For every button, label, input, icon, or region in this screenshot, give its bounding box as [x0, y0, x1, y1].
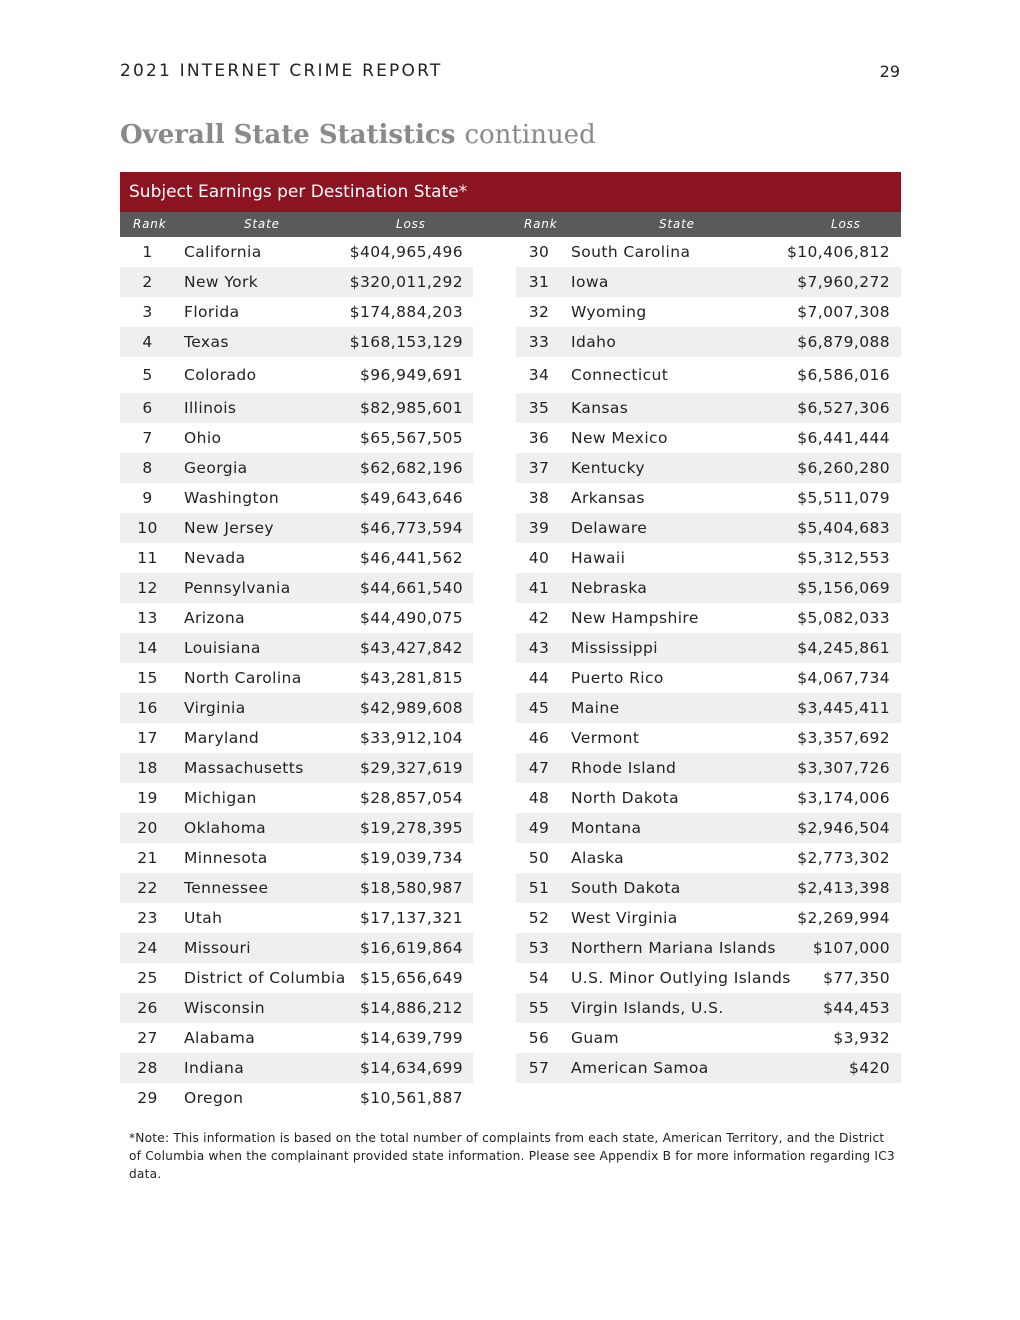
cell-state: Florida [184, 303, 240, 321]
cell-loss: $43,281,815 [359, 669, 463, 687]
cell-state: Nebraska [571, 579, 648, 597]
cell-loss: $16,619,864 [359, 939, 463, 957]
table-row [120, 783, 473, 813]
table-row [120, 663, 473, 693]
table-row [516, 1023, 901, 1053]
cell-rank: 47 [528, 759, 550, 777]
cell-state: Texas [184, 333, 229, 351]
table-row [516, 813, 901, 843]
cell-rank: 52 [528, 909, 550, 927]
table-row [516, 543, 901, 573]
state-earnings-table [120, 172, 901, 1117]
table-row [120, 483, 473, 513]
table-row [120, 357, 473, 393]
table-row [516, 933, 901, 963]
cell-loss: $10,561,887 [359, 1089, 463, 1107]
table-column-right [516, 237, 901, 1083]
cell-loss: $5,082,033 [797, 609, 890, 627]
table-row [120, 393, 473, 423]
cell-rank: 50 [528, 849, 550, 867]
col-header-state-right: State [659, 217, 695, 231]
cell-state: Idaho [571, 333, 617, 351]
cell-rank: 53 [528, 939, 550, 957]
table-row [120, 903, 473, 933]
cell-rank: 19 [137, 789, 158, 807]
cell-state: Oregon [184, 1089, 244, 1107]
cell-rank: 46 [528, 729, 550, 747]
cell-loss: $2,413,398 [797, 879, 890, 897]
cell-state: South Dakota [571, 879, 681, 897]
table-row [516, 513, 901, 543]
cell-state: Arizona [184, 609, 246, 627]
cell-loss: $3,445,411 [797, 699, 890, 717]
table-row [516, 873, 901, 903]
cell-loss: $5,511,079 [797, 489, 890, 507]
page-title [120, 120, 596, 150]
cell-loss: $96,949,691 [359, 366, 463, 384]
cell-loss: $19,278,395 [359, 819, 463, 837]
cell-state: Maine [571, 699, 620, 717]
cell-loss: $4,245,861 [797, 639, 890, 657]
cell-loss: $65,567,505 [359, 429, 463, 447]
report-title: 2021 INTERNET CRIME REPORT [120, 61, 443, 81]
table-row [120, 453, 473, 483]
cell-rank: 14 [137, 639, 158, 657]
cell-loss: $320,011,292 [349, 273, 463, 291]
col-header-rank-right: Rank [524, 217, 558, 231]
table-row [516, 693, 901, 723]
cell-loss: $17,137,321 [359, 909, 463, 927]
col-header-loss-left: Loss [396, 217, 426, 231]
cell-rank: 45 [528, 699, 550, 717]
cell-state: Northern Mariana Islands [571, 939, 776, 957]
cell-rank: 6 [142, 399, 153, 417]
cell-rank: 49 [528, 819, 550, 837]
cell-loss: $46,773,594 [359, 519, 463, 537]
cell-rank: 43 [528, 639, 550, 657]
cell-rank: 57 [528, 1059, 550, 1077]
cell-state: Montana [571, 819, 642, 837]
table-row [120, 993, 473, 1023]
cell-loss: $28,857,054 [359, 789, 463, 807]
cell-loss: $33,912,104 [359, 729, 463, 747]
cell-state: Virgin Islands, U.S. [571, 999, 724, 1017]
table-column-left [120, 237, 473, 1113]
cell-state: Tennessee [184, 879, 269, 897]
cell-rank: 32 [528, 303, 550, 321]
cell-rank: 25 [137, 969, 158, 987]
cell-state: Kansas [571, 399, 629, 417]
cell-state: Alabama [184, 1029, 256, 1047]
cell-rank: 20 [137, 819, 158, 837]
cell-rank: 24 [137, 939, 158, 957]
table-row [120, 933, 473, 963]
cell-rank: 29 [137, 1089, 158, 1107]
table-row [516, 423, 901, 453]
cell-state: Delaware [571, 519, 648, 537]
cell-loss: $15,656,649 [359, 969, 463, 987]
cell-state: Nevada [184, 549, 246, 567]
page-number: 29 [879, 62, 900, 81]
cell-rank: 11 [137, 549, 158, 567]
cell-loss: $6,441,444 [797, 429, 890, 447]
table-row [120, 1023, 473, 1053]
cell-rank: 26 [137, 999, 158, 1017]
cell-loss: $49,643,646 [359, 489, 463, 507]
cell-state: New Hampshire [571, 609, 699, 627]
cell-loss: $82,985,601 [359, 399, 463, 417]
cell-state: American Samoa [571, 1059, 709, 1077]
cell-rank: 16 [137, 699, 158, 717]
cell-loss: $10,406,812 [786, 243, 890, 261]
table-row [120, 423, 473, 453]
table-row [516, 237, 901, 267]
table-row [516, 327, 901, 357]
cell-rank: 55 [528, 999, 550, 1017]
cell-state: Vermont [571, 729, 640, 747]
table-row [120, 297, 473, 327]
cell-state: Oklahoma [184, 819, 267, 837]
cell-loss: $14,634,699 [359, 1059, 463, 1077]
cell-state: Pennsylvania [184, 579, 291, 597]
cell-state: Hawaii [571, 549, 626, 567]
cell-loss: $14,886,212 [359, 999, 463, 1017]
cell-rank: 54 [528, 969, 550, 987]
cell-state: Maryland [184, 729, 260, 747]
cell-rank: 17 [137, 729, 158, 747]
cell-state: Kentucky [571, 459, 645, 477]
table-row [516, 993, 901, 1023]
cell-rank: 42 [528, 609, 550, 627]
table-row [120, 543, 473, 573]
cell-state: Missouri [184, 939, 252, 957]
cell-rank: 1 [142, 243, 153, 261]
cell-rank: 30 [528, 243, 550, 261]
cell-state: New Mexico [571, 429, 668, 447]
cell-loss: $19,039,734 [359, 849, 463, 867]
table-row [120, 327, 473, 357]
table-row [120, 603, 473, 633]
cell-rank: 34 [528, 366, 550, 384]
table-row [516, 603, 901, 633]
footnote: *Note: This information is based on the total number of complaints from each state, American Territory, and the District of Columbia when the complainant provided state information. Please see Appendix B for more information regarding IC3 data. [129, 1131, 895, 1181]
cell-loss: $29,327,619 [359, 759, 463, 777]
cell-rank: 5 [142, 366, 153, 384]
cell-state: Michigan [184, 789, 257, 807]
cell-rank: 18 [137, 759, 158, 777]
table-row [120, 633, 473, 663]
table-row [516, 753, 901, 783]
cell-loss: $44,661,540 [359, 579, 463, 597]
cell-loss: $168,153,129 [349, 333, 463, 351]
cell-state: Illinois [184, 399, 237, 417]
table-row [120, 723, 473, 753]
table-row [120, 573, 473, 603]
cell-state: Mississippi [571, 639, 658, 657]
cell-loss: $43,427,842 [359, 639, 463, 657]
cell-loss: $3,174,006 [797, 789, 890, 807]
cell-loss: $5,404,683 [797, 519, 890, 537]
page-title-suffix: continued [464, 120, 596, 150]
table-row [120, 873, 473, 903]
cell-state: New Jersey [184, 519, 274, 537]
cell-loss: $44,490,075 [359, 609, 463, 627]
cell-state: North Dakota [571, 789, 679, 807]
cell-loss: $420 [848, 1059, 890, 1077]
cell-loss: $2,269,994 [797, 909, 890, 927]
cell-state: West Virginia [571, 909, 678, 927]
cell-loss: $62,682,196 [359, 459, 463, 477]
table-column-header [120, 212, 901, 237]
cell-rank: 38 [528, 489, 550, 507]
cell-state: Ohio [184, 429, 222, 447]
table-row [516, 573, 901, 603]
cell-loss: $5,312,553 [797, 549, 890, 567]
cell-rank: 10 [137, 519, 158, 537]
cell-rank: 23 [137, 909, 158, 927]
cell-rank: 22 [137, 879, 158, 897]
cell-rank: 39 [528, 519, 550, 537]
cell-state: District of Columbia [184, 969, 346, 987]
cell-loss: $6,260,280 [797, 459, 890, 477]
table-row [120, 843, 473, 873]
table-row [516, 453, 901, 483]
cell-rank: 21 [137, 849, 158, 867]
cell-rank: 27 [137, 1029, 158, 1047]
cell-rank: 4 [142, 333, 153, 351]
table-row [120, 693, 473, 723]
cell-rank: 33 [528, 333, 550, 351]
cell-loss: $4,067,734 [797, 669, 890, 687]
table-row [516, 483, 901, 513]
table-row [516, 723, 901, 753]
table-row [120, 513, 473, 543]
cell-rank: 28 [137, 1059, 158, 1077]
table-row [516, 633, 901, 663]
table-row [516, 393, 901, 423]
table-row [120, 237, 473, 267]
cell-loss: $3,932 [833, 1029, 890, 1047]
cell-rank: 31 [528, 273, 550, 291]
cell-loss: $7,960,272 [797, 273, 890, 291]
cell-state: Utah [184, 909, 223, 927]
table-row [120, 1083, 473, 1113]
cell-rank: 40 [528, 549, 550, 567]
cell-loss: $6,586,016 [797, 366, 890, 384]
cell-loss: $18,580,987 [359, 879, 463, 897]
cell-rank: 13 [137, 609, 158, 627]
cell-rank: 41 [528, 579, 550, 597]
cell-state: Guam [571, 1029, 620, 1047]
table-row [516, 963, 901, 993]
cell-state: Connecticut [571, 366, 669, 384]
cell-loss: $107,000 [812, 939, 890, 957]
cell-rank: 2 [142, 273, 153, 291]
cell-state: Minnesota [184, 849, 268, 867]
cell-state: Arkansas [571, 489, 645, 507]
cell-state: Indiana [184, 1059, 245, 1077]
cell-state: Colorado [184, 366, 257, 384]
cell-loss: $2,773,302 [797, 849, 890, 867]
cell-rank: 15 [137, 669, 158, 687]
cell-rank: 36 [528, 429, 550, 447]
cell-state: Wisconsin [184, 999, 266, 1017]
cell-state: California [184, 243, 262, 261]
cell-rank: 7 [142, 429, 153, 447]
cell-state: Puerto Rico [571, 669, 664, 687]
cell-loss: $174,884,203 [349, 303, 463, 321]
cell-state: Iowa [571, 273, 609, 291]
table-row [120, 813, 473, 843]
cell-state: North Carolina [184, 669, 302, 687]
cell-rank: 3 [142, 303, 153, 321]
cell-rank: 8 [142, 459, 153, 477]
cell-rank: 35 [528, 399, 550, 417]
cell-loss: $6,879,088 [797, 333, 890, 351]
col-header-state-left: State [244, 217, 280, 231]
cell-loss: $46,441,562 [359, 549, 463, 567]
table-row [120, 1053, 473, 1083]
table-row [516, 297, 901, 327]
cell-rank: 9 [142, 489, 153, 507]
cell-state: Wyoming [571, 303, 647, 321]
table-banner: Subject Earnings per Destination State* [120, 172, 901, 212]
cell-loss: $42,989,608 [359, 699, 463, 717]
table-row [516, 267, 901, 297]
cell-rank: 51 [528, 879, 550, 897]
cell-rank: 48 [528, 789, 550, 807]
cell-state: Massachusetts [184, 759, 304, 777]
table-row [516, 663, 901, 693]
cell-state: Rhode Island [571, 759, 677, 777]
cell-loss: $404,965,496 [349, 243, 463, 261]
cell-loss: $77,350 [823, 969, 890, 987]
cell-loss: $44,453 [823, 999, 890, 1017]
table-row [516, 903, 901, 933]
cell-rank: 56 [528, 1029, 550, 1047]
cell-state: Louisiana [184, 639, 261, 657]
table-row [516, 783, 901, 813]
table-row [516, 1053, 901, 1083]
cell-state: Alaska [571, 849, 625, 867]
table-row [120, 267, 473, 297]
table-row [516, 357, 901, 393]
page-title-main: Overall State Statistics [120, 120, 456, 150]
cell-loss: $2,946,504 [797, 819, 890, 837]
cell-rank: 44 [528, 669, 550, 687]
cell-loss: $6,527,306 [797, 399, 890, 417]
cell-loss: $3,307,726 [797, 759, 890, 777]
cell-state: Georgia [184, 459, 248, 477]
cell-state: South Carolina [571, 243, 691, 261]
cell-state: Virginia [184, 699, 246, 717]
col-header-loss-right: Loss [831, 217, 861, 231]
cell-loss: $14,639,799 [359, 1029, 463, 1047]
cell-state: Washington [184, 489, 280, 507]
cell-state: U.S. Minor Outlying Islands [571, 969, 791, 987]
cell-loss: $3,357,692 [797, 729, 890, 747]
cell-rank: 12 [137, 579, 158, 597]
cell-state: New York [184, 273, 259, 291]
table-row [120, 963, 473, 993]
table-row [120, 753, 473, 783]
cell-loss: $5,156,069 [797, 579, 890, 597]
cell-rank: 37 [528, 459, 550, 477]
col-header-rank-left: Rank [133, 217, 167, 231]
cell-loss: $7,007,308 [797, 303, 890, 321]
table-row [516, 843, 901, 873]
